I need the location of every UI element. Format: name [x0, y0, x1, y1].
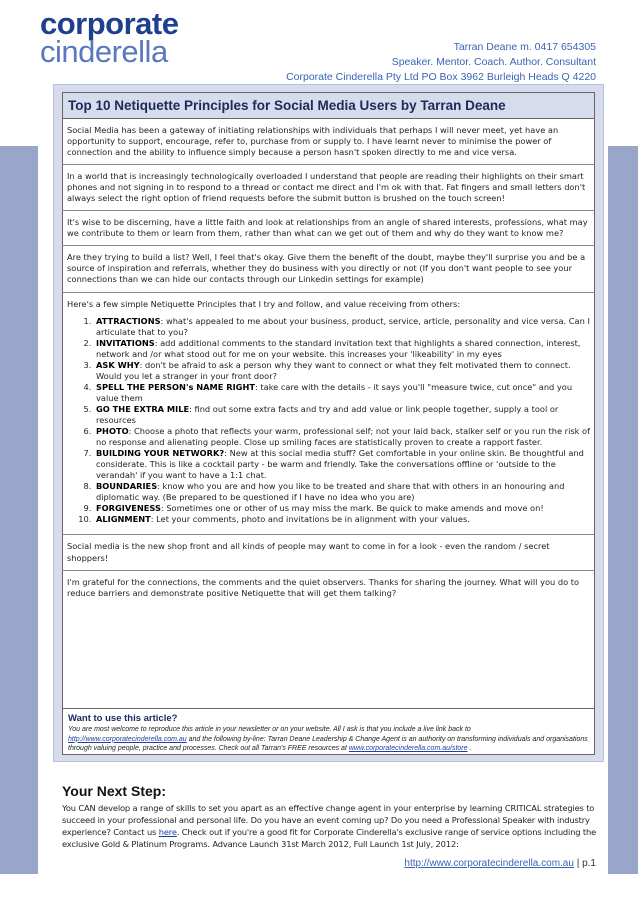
principle-term: BUILDING YOUR NETWORK?: [96, 448, 225, 459]
principle-item: [94, 448, 590, 481]
principle-term: INVITATIONS: [96, 337, 155, 348]
principle-item: [94, 481, 590, 503]
principle-text: : know who you are and how you like to be treated and share that with others in an honouring and diplomatic way. (Be prepared to be questioned if I have no idea who you are): [96, 481, 565, 503]
principle-term: SPELL THE PERSON's NAME RIGHT: [96, 381, 255, 392]
principle-item: [94, 503, 590, 514]
principle-text: : add additional comments to the standard invitation text that highlights a shared connection, interest, network and /or what stood out for me on your website. this increases your 'likeability' in my eyes: [96, 337, 581, 359]
principle-item: [94, 338, 590, 360]
paragraph-grateful: I'm grateful for the connections, the comments and the quiet observers. Thanks for sharing the journey. What will you do to reduce barriers and demonstrate positive Netiquette that will get them talking?: [67, 576, 580, 598]
reuse-text-middle: and the following by-line: Tarran Deane Leadership & Change Agent is an authority on transforming individuals and organisations through valuing people, practice and processes. Check out all Tarran's FREE resources at: [68, 735, 588, 753]
left-decorative-band: [0, 146, 38, 874]
page-footer: [404, 858, 596, 869]
page-number: p.1: [582, 858, 596, 869]
right-decorative-band: [608, 146, 638, 874]
paragraph-overload: In a world that is increasingly technologically overloaded I understand that people are reading their highlights on their smart phones and not signing in to respond to a thread or contact me direct and I'm ok with that. Fat fingers and small letters don't always select the right option of friend requests before the submit button is brushed on the touch screen!: [67, 171, 586, 204]
principle-item: [94, 426, 590, 448]
next-step-section: [62, 783, 602, 850]
principle-text: : New at this social media stuff? Get comfortable in your online skin. Be thoughtful and considerate. This is like a cocktail party - be warm and friendly. Take the conversations offline or 'outside to the verandah' if you want to have a 1:1 chat.: [96, 448, 584, 481]
principles-list: [67, 316, 590, 526]
principle-text: : Sometimes one or other of us may miss the mark. Be quick to make amends and move on!: [160, 503, 544, 514]
principle-text: : find out some extra facts and try and add value or link people together, supply a tool or resources: [96, 403, 559, 425]
principle-item: [94, 316, 590, 338]
paragraph-build-list: Are they trying to build a list? Well, I feel that's okay. Give them the benefit of the doubt, maybe they'll surprise you and be a source of inspiration and referrals, whether they do business with you directly or not (If you don't want people to see your connections than we can hide our contacts through our Linkedin settings for example): [67, 252, 586, 285]
next-step-heading: Your Next Step:: [62, 783, 166, 799]
principle-term: BOUNDARIES: [96, 481, 158, 492]
store-link[interactable]: www.corporatecinderella.com.au/store: [348, 745, 468, 753]
principle-text: : Let your comments, photo and invitations be in alignment with your values.: [150, 514, 470, 525]
contact-name-phone: Tarran Deane m. 0417 654305: [453, 41, 596, 53]
contact-roles: Speaker. Mentor. Coach. Author. Consultant: [391, 56, 596, 68]
next-step-text-before: You CAN develop a range of skills to set you apart as an effective change agent in your enterprise by learning CRITICAL strategies to succeed in your professional and personal life. Do you have an event coming up? Do you need a Professional Speaker with industry experience? Contact us: [62, 803, 595, 837]
paragraph-intro: Social Media has been a gateway of initiating relationships with individuals that perhaps I will never meet, yet have an opportunity to support, encourage, refer to, purchase from or supply to. I have learnt never to minimise the power of connection and the ability to influence simply because a person hasn't spoken directly to me and vice versa.: [67, 125, 559, 158]
divider: [62, 164, 595, 165]
paragraph-discerning: It's wise to be discerning, have a little faith and look at relationships from an angle of shared interests, professions, what may we contribute to them or learn from them, rather than what can we get out of them and why do they want to know me?: [67, 217, 588, 239]
contact-block: [286, 40, 596, 85]
divider: [62, 210, 595, 211]
principle-term: ASK WHY: [96, 359, 140, 370]
divider: [62, 245, 595, 246]
principle-term: PHOTO: [96, 426, 129, 437]
reuse-heading: Want to use this article?: [68, 713, 178, 724]
reuse-text-before: You are most welcome to reproduce this article in your newsletter or on your website. All I ask is that you include a live link back to: [68, 726, 471, 733]
reuse-text: [68, 725, 589, 754]
website-link[interactable]: http://www.corporatecinderella.com.au: [68, 735, 187, 743]
principle-text: : what's appealed to me about your business, product, service, article, personality and vice versa. Can I articulate that to you?: [96, 315, 590, 337]
principle-term: FORGIVENESS: [96, 503, 161, 514]
article-title-bar: [62, 92, 595, 119]
footer-website-link[interactable]: http://www.corporatecinderella.com.au: [404, 858, 574, 869]
divider: [62, 292, 595, 293]
contact-here-link[interactable]: here: [158, 827, 177, 837]
principle-text: : Choose a photo that reflects your warm, professional self; not your laid back, stalker self or you run the risk of no response and alienating people. Close up smiling faces are statistically proven to create a rapport faster.: [96, 426, 591, 448]
principle-item: [94, 382, 590, 404]
paragraph-shop-front: Social media is the new shop front and all kinds of people may want to come in for a look - even the random / secret shoppers!: [67, 541, 550, 563]
principle-term: ATTRACTIONS: [96, 315, 161, 326]
article-title: Top 10 Netiquette Principles for Social Media Users by Tarran Deane: [68, 98, 506, 113]
principle-term: ALIGNMENT: [96, 514, 151, 525]
footer-separator: |: [573, 858, 583, 869]
principle-text: : don't be afraid to ask a person why they want to connect or what they felt motivated them to connect. Would you let a stranger in your front door?: [96, 359, 571, 381]
divider: [62, 570, 595, 571]
next-step-text: [62, 802, 602, 850]
principle-item: [94, 360, 590, 382]
logo-line-2: cinderella: [40, 33, 168, 69]
article-body: [62, 119, 595, 610]
logo-line-1: corporate: [40, 6, 179, 41]
next-step-text-after: . Check out if you're a good fit for Corporate Cinderella's exclusive range of service options including the exclusive Gold & Platinum Programs. Advance Launch 31st March 2012, Full Launch 1st July, 2012:: [62, 827, 597, 849]
principle-term: GO THE EXTRA MILE: [96, 403, 190, 414]
reuse-text-end: .: [467, 745, 472, 753]
paragraph-principles-intro: Here's a few simple Netiquette Principles that I try and follow, and value receiving from others:: [67, 298, 461, 309]
principle-text: : take care with the details - it says you'll "measure twice, cut once" and you value them: [96, 381, 573, 403]
principle-item: [94, 404, 590, 426]
principle-item: [94, 514, 590, 525]
divider: [62, 534, 595, 535]
corporate-cinderella-logo: [40, 6, 179, 69]
reuse-article-box: [62, 709, 595, 755]
contact-address: Corporate Cinderella Pty Ltd PO Box 3962 Burleigh Heads Q 4220: [286, 71, 596, 83]
